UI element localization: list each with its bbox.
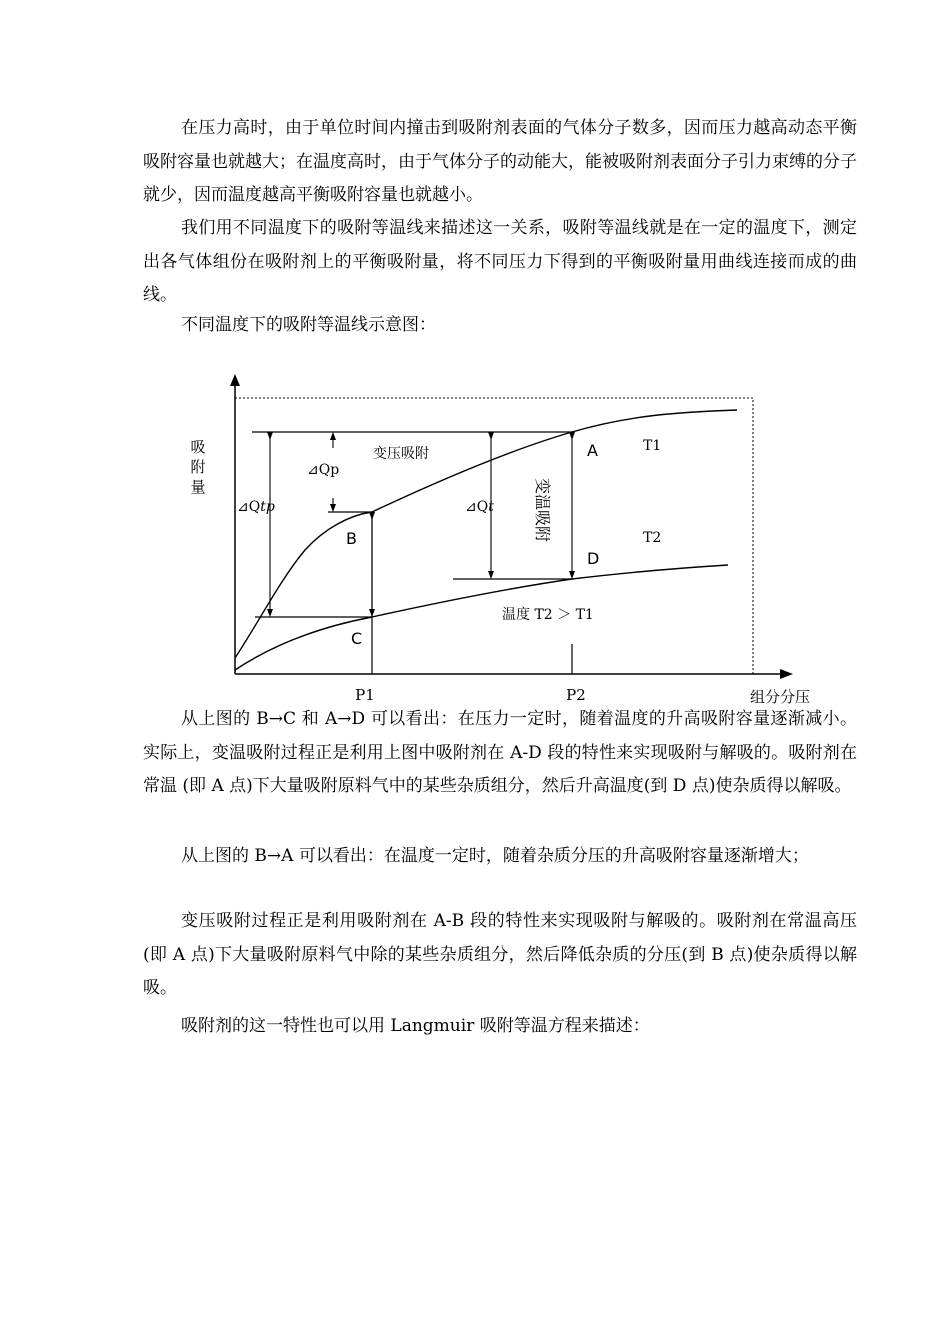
dqp-label: ⊿Qp	[307, 462, 340, 478]
curve-t2-label: T2	[643, 530, 662, 546]
curve-t1	[235, 410, 737, 658]
x-axis-label: 组分分压	[749, 688, 811, 706]
adsorption-isotherm-figure	[180, 370, 820, 715]
paragraph-7: 吸附剂的这一特性也可以用 Langmuir 吸附等温方程来描述：	[181, 1016, 650, 1036]
paragraph-5: 从上图的 B→A 可以看出：在温度一定时，随着杂质分压的升高吸附容量逐渐增大；	[181, 846, 809, 866]
tick-p1: P1	[355, 686, 375, 704]
point-a-label: A	[587, 441, 598, 460]
paragraph-4: 从上图的 B→C 和 A→D 可以看出：在压力一定时，随着温度的升高吸附容量逐渐减小。实际上，变温吸附过程正是利用上图中吸附剂在 A-D 段的特性来实现吸附与解吸的。吸附剂在常温 (即 A 点)下大量吸附原料气中的某些杂质组分，然后升高温度(到 D 点)使杂质得以解吸。	[143, 709, 857, 796]
y-axis-arrow	[230, 374, 240, 386]
y-axis-label-3: 量	[190, 478, 206, 496]
y-axis-label-1: 吸	[190, 438, 206, 456]
y-axis-label-2: 附	[190, 458, 206, 476]
point-d-label: D	[587, 549, 600, 568]
isotherm-diagram	[180, 370, 820, 715]
x-axis-arrow	[780, 669, 793, 679]
curve-t1-label: T1	[643, 438, 662, 454]
paragraph-3: 不同温度下的吸附等温线示意图：	[181, 315, 436, 335]
dqt-label: ⊿Qt	[465, 499, 494, 515]
paragraph-2: 我们用不同温度下的吸附等温线来描述这一关系，吸附等温线就是在一定的温度下，测定出各气体组份在吸附剂上的平衡吸附量，将不同压力下得到的平衡吸附量用曲线连接而成的曲线。	[143, 218, 857, 305]
point-b-label: B	[346, 529, 357, 548]
psa-label: 变压吸附	[373, 446, 429, 462]
temperature-note: 温度 T2 ＞ T1	[502, 607, 594, 623]
dqtp-label: ⊿Qtp	[237, 499, 275, 515]
tsa-label: 变温吸附	[533, 478, 552, 543]
tick-p2: P2	[566, 686, 586, 704]
point-c-label: C	[351, 629, 363, 648]
paragraph-6: 变压吸附过程正是利用吸附剂在 A-B 段的特性来实现吸附与解吸的。吸附剂在常温高压(即 A 点)下大量吸附原料气中除的某些杂质组分，然后降低杂质的分压(到 B 点)使杂质得以解吸。	[143, 911, 857, 998]
paragraph-1: 在压力高时，由于单位时间内撞击到吸附剂表面的气体分子数多，因而压力越高动态平衡吸附容量也就越大；在温度高时，由于气体分子的动能大，能被吸附剂表面分子引力束缚的分子就少，因而温度越高平衡吸附容量也就越小。	[143, 118, 857, 205]
